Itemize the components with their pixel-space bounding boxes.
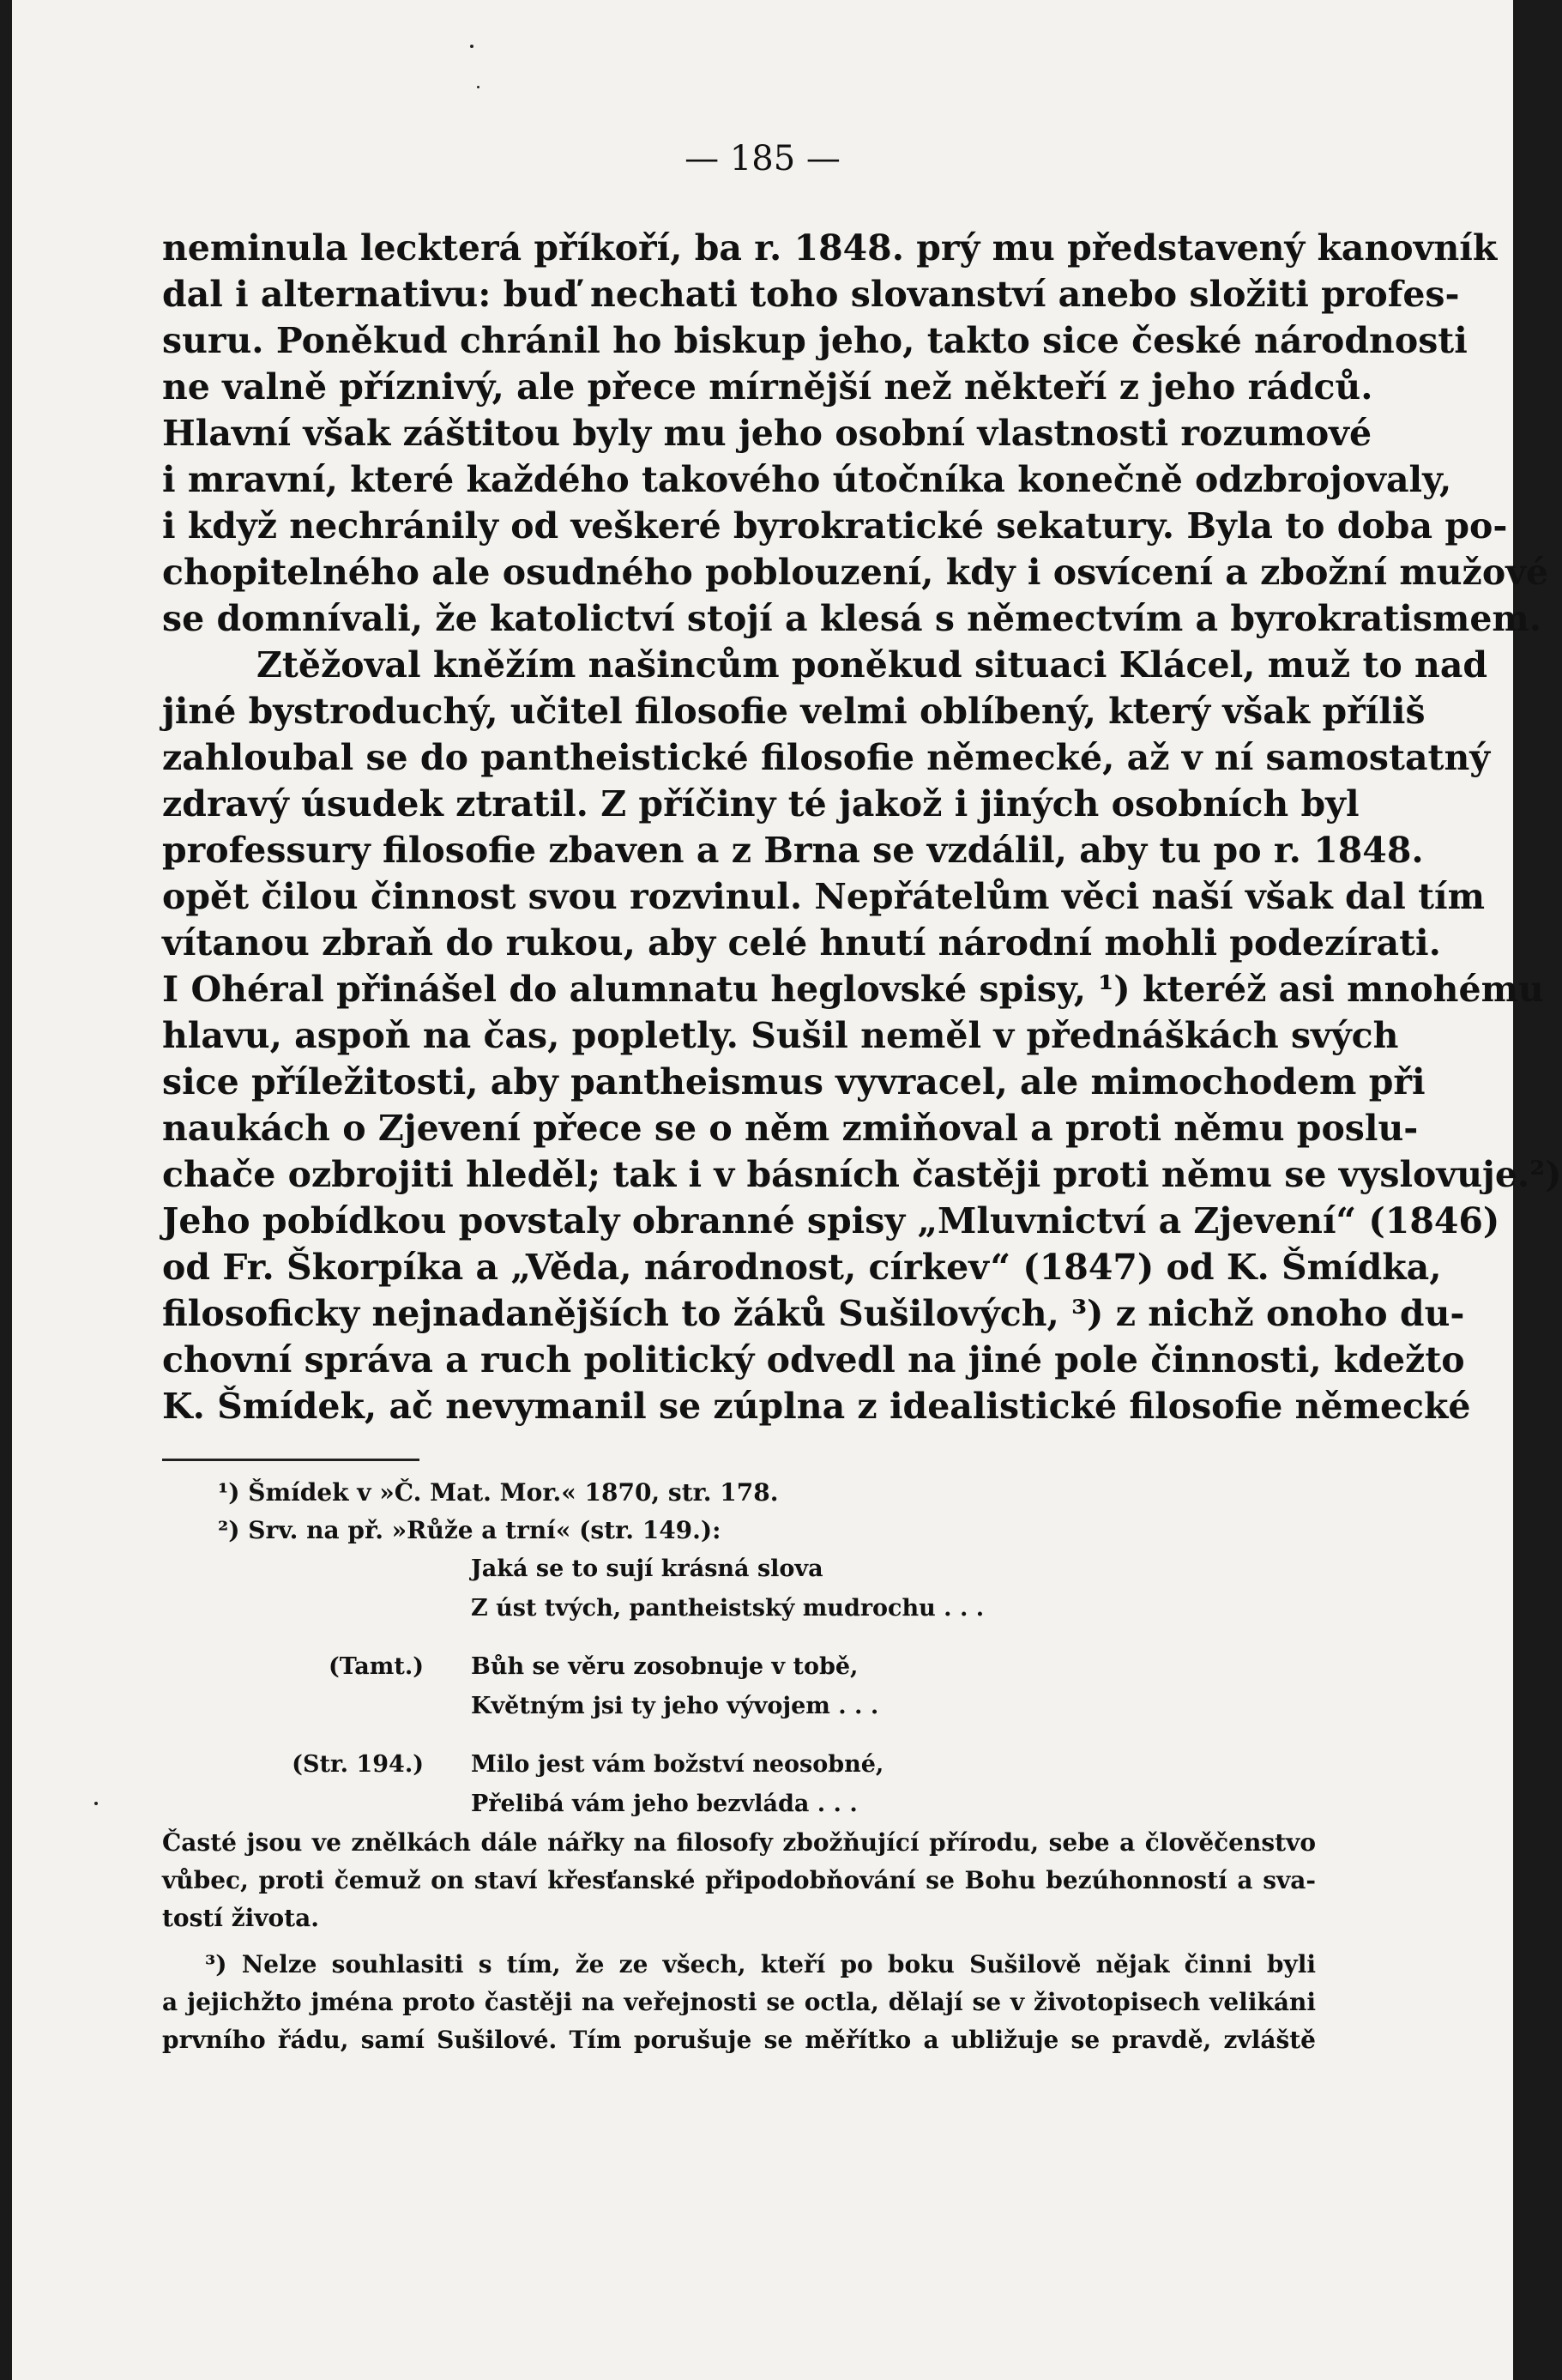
footnote-1: ¹) Šmídek v »Č. Mat. Mor.« 1870, str. 178.: [218, 1478, 779, 1507]
verse-line: [162, 1687, 1316, 1726]
text-line: professury filosofie zbaven a z Brna se vzdálil, aby tu po r. 1848.: [162, 830, 1424, 871]
footnote-line: prvního řádu, samí Sušilové. Tím porušuje se měřítko a ubližuje se pravdě, zvláště: [162, 2026, 1316, 2054]
verse-reference: [162, 1549, 471, 1589]
footnote-2-continuation: [162, 1824, 1316, 1946]
text-line: ne valně příznivý, ale přece mírnější než někteří z jeho rádců.: [162, 366, 1373, 408]
footnote-rule: [162, 1459, 419, 1461]
footnote-line: vůbec, proti čemuž on staví křesťanské připodobňování se Bohu bezúhonností a sva-: [162, 1866, 1316, 1894]
verse-quotes: [162, 1549, 1316, 1824]
main-text: [162, 225, 1562, 1429]
page-number: — 185 —: [685, 139, 841, 178]
text-line: zahloubal se do pantheistické filosofie německé, až v ní samostatný: [162, 737, 1491, 778]
verse-text: Z úst tvých, pantheistský mudrochu . . .: [471, 1595, 985, 1622]
text-line: Ztěžoval kněžím našincům poněkud situaci Klácel, muž to nad: [256, 644, 1488, 686]
text-line: i mravní, které každého takového útočníka konečně odzbrojovaly,: [162, 459, 1452, 500]
footnotes: [162, 1474, 1316, 2059]
verse-text: Přelibá vám jeho bezvláda . . .: [471, 1791, 858, 1817]
text-line: K. Šmídek, ač nevymanil se zúplna z idealistické filosofie německé: [162, 1386, 1471, 1427]
footnote-line: ³) Nelze souhlasiti s tím, že ze všech, kteří po boku Sušilově nějak činni byli: [205, 1950, 1316, 1978]
text-line: chače ozbrojiti hleděl; tak i v básních častěji proti němu se vyslovuje.²): [162, 1154, 1562, 1195]
verse-reference: [162, 1785, 471, 1824]
text-line: opět čilou činnost svou rozvinul. Nepřátelům věci naší však dal tím: [162, 876, 1485, 917]
text-line: chovní správa a ruch politický odvedl na jiné pole činnosti, kdežto: [162, 1339, 1465, 1380]
print-speck: [477, 86, 479, 88]
verse-reference: (Str. 194.): [292, 1751, 424, 1778]
text-line: hlavu, aspoň na čas, popletly. Sušil neměl v přednáškách svých: [162, 1015, 1399, 1056]
text-line: dal i alternativu: buď nechati toho slovanství anebo složiti profes-: [162, 274, 1460, 315]
verse-reference: [162, 1687, 471, 1726]
text-line: neminula leckterá příkoří, ba r. 1848. prý mu představený kanovník: [162, 227, 1498, 269]
verse-line: [162, 1589, 1316, 1628]
text-line: suru. Poněkud chránil ho biskup jeho, takto sice české národnosti: [162, 320, 1468, 361]
text-line: chopitelného ale osudného poblouzení, kdy i osvícení a zbožní mužové: [162, 552, 1549, 593]
text-line: filosoficky nejnadanějších to žáků Sušilových, ³) z nichž onoho du-: [162, 1293, 1465, 1334]
verse-text: Milo jest vám božství neosobné,: [471, 1751, 884, 1778]
text-line: jiné bystroduchý, učitel filosofie velmi oblíbený, který však příliš: [162, 691, 1426, 732]
print-speck: [94, 1802, 98, 1805]
text-line: naukách o Zjevení přece se o něm zmiňoval a proti němu poslu-: [162, 1108, 1419, 1149]
text-line: od Fr. Škorpíka a „Věda, národnost, církev“ (1847) od K. Šmídka,: [162, 1247, 1442, 1288]
verse-line: [162, 1745, 1316, 1785]
verse-text: Bůh se věru zosobnuje v tobě,: [471, 1653, 859, 1680]
footnote-3: [162, 1946, 1316, 2059]
footnote-line: a jejichžto jména proto častěji na veřejnosti se octla, dělají se v životopisech velikáni: [162, 1988, 1316, 2016]
text-line: I Ohéral přinášel do alumnatu heglovské spisy, ¹) kteréž asi mnohému: [162, 969, 1544, 1010]
text-line: Jeho pobídkou povstaly obranné spisy „Mluvnictví a Zjevení“ (1846): [162, 1200, 1500, 1241]
print-speck: [470, 45, 473, 48]
text-line: sice příležitosti, aby pantheismus vyvracel, ale mimochodem při: [162, 1061, 1426, 1102]
verse-reference: (Tamt.): [329, 1653, 424, 1680]
verse-line: [162, 1785, 1316, 1824]
text-line: Hlavní však záštitou byly mu jeho osobní vlastnosti rozumové: [162, 413, 1372, 454]
footnote-line: tostí života.: [162, 1904, 319, 1932]
footnote-line: Časté jsou ve znělkách dále nářky na filosofy zbožňující přírodu, sebe a člověčenstvo: [162, 1828, 1316, 1857]
verse-reference: [162, 1589, 471, 1628]
text-line: vítanou zbraň do rukou, aby celé hnutí národní mohli podezírati.: [162, 922, 1441, 963]
verse-text: Květným jsi ty jeho vývojem . . .: [471, 1693, 879, 1719]
text-line: i když nechránily od veškeré byrokratické sekatury. Byla to doba po-: [162, 505, 1508, 547]
text-line: zdravý úsudek ztratil. Z příčiny té jakož i jiných osobních byl: [162, 783, 1360, 825]
verse-line: [162, 1549, 1316, 1589]
text-line: se domnívali, že katolictví stojí a klesá s němectvím a byrokratismem.: [162, 598, 1542, 639]
footnote-2: ²) Srv. na př. »Růže a trní« (str. 149.):: [218, 1516, 721, 1544]
verse-line: [162, 1647, 1316, 1687]
verse-text: Jaká se to sují krásná slova: [471, 1555, 823, 1582]
book-page: [12, 0, 1562, 2380]
